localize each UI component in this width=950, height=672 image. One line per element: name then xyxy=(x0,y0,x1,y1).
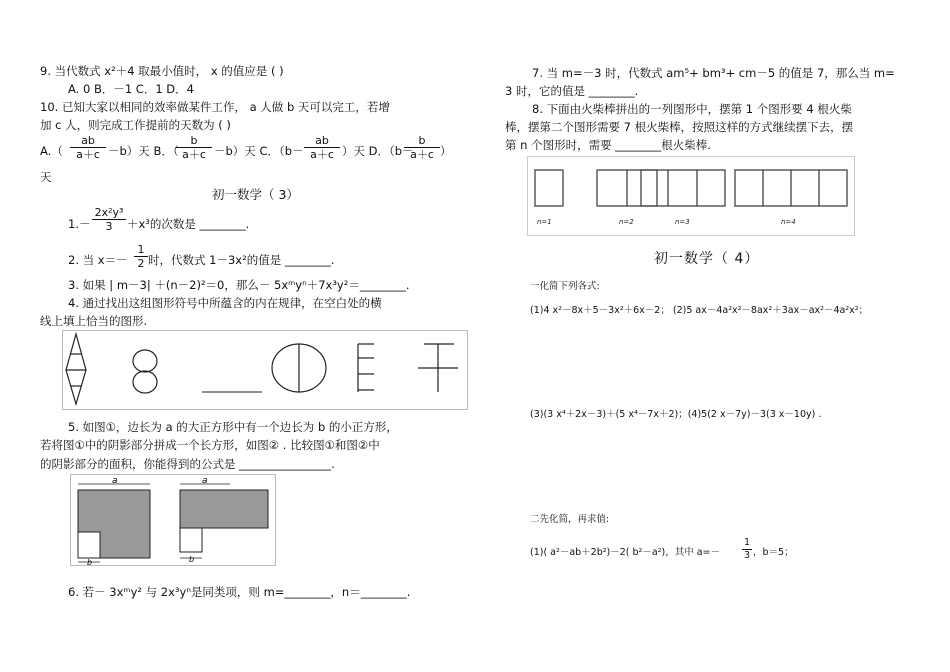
s3-q2-suffix: 时，代数式 1－3x²的值是 ________. xyxy=(148,253,335,267)
s3-q4-line1: 4. 通过找出这组图形符号中所蕴含的内在规律，在空白处的横 xyxy=(68,296,382,310)
s3-q2-fraction: $\frac{1}{2}$ xyxy=(134,243,148,270)
q10-option-d-suffix: ） xyxy=(440,144,452,158)
matchstick-n1 xyxy=(535,170,563,206)
q8-line3: 第 n 个图形时，需要 ________根火柴棒. xyxy=(505,138,711,152)
q10-line1: 10. 已知大家以相同的效率做某件工作， a 人做 b 天可以完工，若增 xyxy=(40,100,390,114)
match-label-n2: n=2 xyxy=(619,218,634,226)
match-label-n1: n=1 xyxy=(537,218,552,226)
q10-option-c-prefix: －b）天 C．（b－ xyxy=(214,144,304,158)
eight-symbol xyxy=(133,350,157,393)
s3-q5-line1: 5. 如图①，边长为 a 的大正方形中有一个边长为 b 的小正方形， xyxy=(68,420,398,434)
figure-1-label-a: a xyxy=(112,476,118,486)
s3-q6: 6. 若－ 3xᵐy² 与 2x³yⁿ是同类项，则 m=________，n＝________. xyxy=(68,585,411,599)
q10-tail: 天 xyxy=(40,170,52,184)
fraction-c: $\frac{ab}{a+c}$ xyxy=(304,134,340,161)
fraction-b: $\frac{b}{a+c}$ xyxy=(176,134,212,161)
matchstick-figure xyxy=(527,156,855,236)
s3-q1-fraction: $\frac{\text{2x²y³}}{3}$ xyxy=(92,206,126,233)
s4-eval-1-prefix: (1)( a²－ab＋2b²)－2( b²－a²)，其中 a=－ xyxy=(530,547,721,558)
circle-divided-symbol xyxy=(272,344,326,392)
q10-line2: 加 c 人，则完成工作提前的天数为 ( ) xyxy=(40,118,231,132)
q7-line1: 7. 当 m=－3 时，代数式 am⁵+ bm³+ cm－5 的值是 7，那么当 m= xyxy=(532,66,895,80)
section-3-title: 初一数学（ 3） xyxy=(212,187,299,202)
q8-line2: 棒，摆第二个图形需要 7 根火柴棒，按照这样的方式继续摆下去，摆 xyxy=(505,120,854,134)
s3-q5-line3: 的阴影部分的面积，你能得到的公式是 ________________. xyxy=(40,457,335,471)
figure-2-label-a: a xyxy=(202,476,208,486)
s4-problems-1-2: (1)4 x²－8x＋5－3x²＋6x－2； (2)5 ax－4a²x²－8ax²＋3ax－ax²－4a²x²； xyxy=(530,305,869,316)
fraction-a: $\frac{ab}{a+c}$ xyxy=(70,134,106,161)
q10-option-d-prefix: ）天 D．（b－ xyxy=(342,144,414,158)
q10-option-a-prefix: A.（ xyxy=(40,144,63,158)
pattern-symbols-figure xyxy=(62,330,468,410)
s3-q1-prefix: 1.－ xyxy=(68,217,91,231)
q10-option-b-prefix: －b）天 B．（ xyxy=(108,144,179,158)
s4-problems-3-4: (3)(3 x⁴＋2x－3)＋(5 x⁴－7x＋2)；(4)5(2 x－7y)－3(3 x－10y) . xyxy=(530,409,822,420)
diamond-symbol xyxy=(66,334,86,404)
s3-q4-line2: 线上填上恰当的图形. xyxy=(40,314,148,328)
gan-shape-symbol xyxy=(418,344,458,392)
s3-q3: 3. 如果 | m－3| ＋(n－2)²＝0，那么－ 5xᵐyⁿ＋7x³y²＝________. xyxy=(68,278,410,292)
s4-part2-heading: 二先化简，再求值: xyxy=(530,514,610,525)
s3-q5-line2: 若将图①中的阴影部分拼成一个长方形，如图② . 比较图①和图②中 xyxy=(40,438,380,452)
figure-2 xyxy=(180,476,268,564)
q9-options: A. 0 B．－1 C．1 D．4 xyxy=(68,82,194,96)
q7-line2: 3 时，它的值是 ________. xyxy=(505,84,639,98)
fraction-d: $\frac{b}{a+c}$ xyxy=(404,134,440,161)
s4-eval-1-suffix: ，b＝5； xyxy=(753,547,794,558)
figure-2-label-b: b xyxy=(189,555,195,564)
s4-part1-heading: 一化简下列各式: xyxy=(530,281,600,292)
s4-eval-1-fraction: $\frac{1}{3}$ xyxy=(744,537,751,561)
square-area-figure xyxy=(70,474,276,566)
q8-line1: 8. 下面由火柴棒拼出的一列图形中，摆第 1 个图形要 4 根火柴 xyxy=(532,102,852,116)
match-label-n3: n=3 xyxy=(675,218,690,226)
s3-q2-prefix: 2. 当 x＝－ xyxy=(68,253,128,267)
s3-q1-suffix: ＋x³的次数是 ________. xyxy=(127,217,250,231)
e-shape-symbol xyxy=(358,344,374,392)
figure-1 xyxy=(78,476,150,566)
section-4-title: 初一数学（ 4） xyxy=(654,251,760,267)
figure-1-label-b: b xyxy=(87,558,93,566)
match-label-n4: n=4 xyxy=(781,218,796,226)
q9-text: 9. 当代数式 x²＋4 取最小值时， x 的值应是 ( ) xyxy=(40,64,284,78)
matchstick-n3 xyxy=(641,170,725,206)
